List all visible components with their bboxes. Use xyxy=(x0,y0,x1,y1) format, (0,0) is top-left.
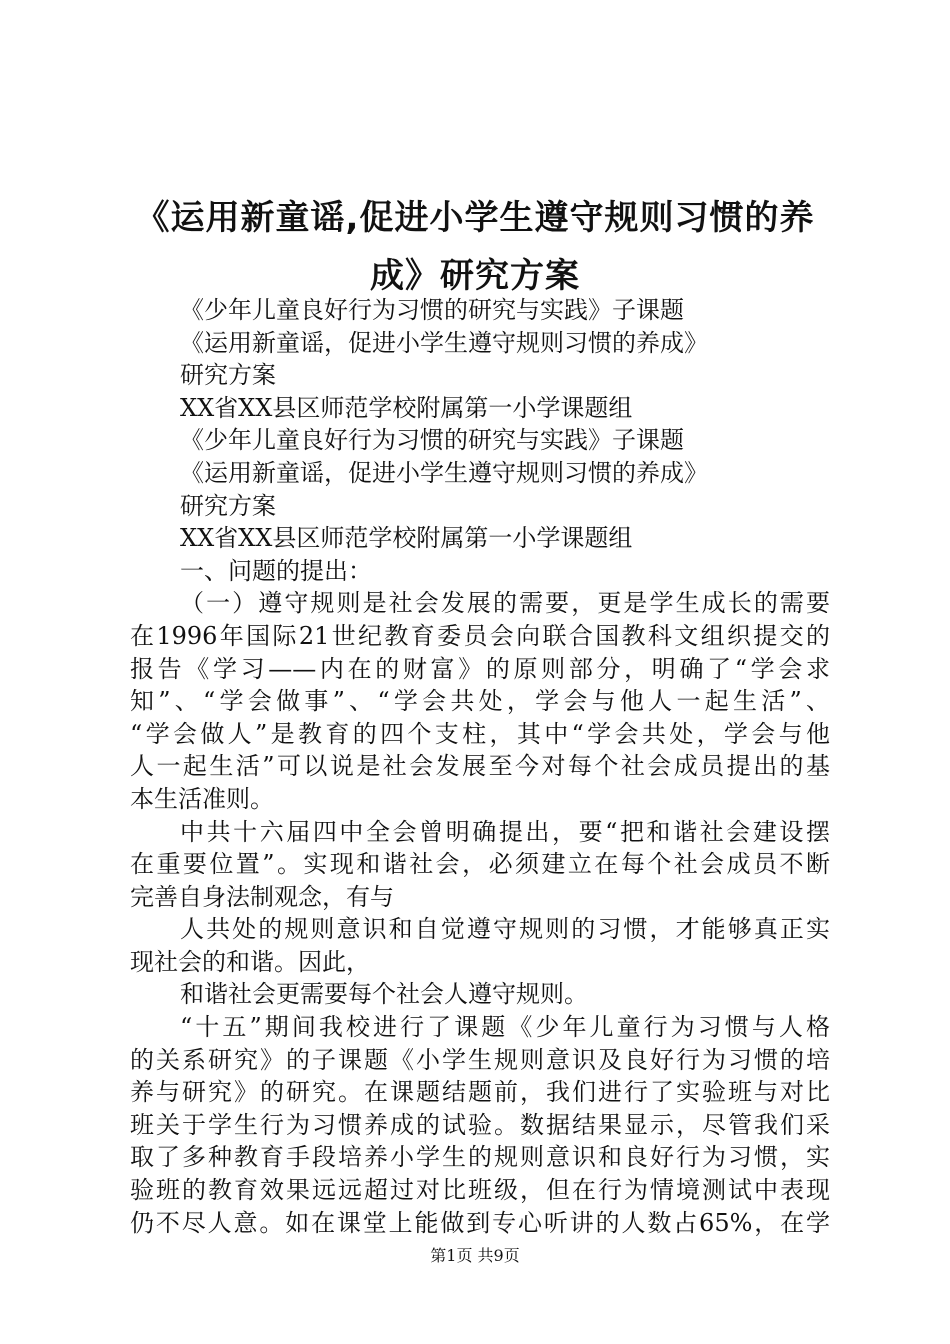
body-text-line: （一）遵守规则是社会发展的需要，更是学生成长的需要 xyxy=(180,589,830,618)
body-text-line: 仍不尽人意。如在课堂上能做到专心听讲的人数占65%，在学 xyxy=(130,1208,830,1237)
body-text-line: 人一起生活”可以说是社会发展至今对每个社会成员提出的基 xyxy=(130,752,830,781)
body-text-line: 本生活准则。 xyxy=(130,784,274,813)
body-text-line: 研究方案 xyxy=(180,491,276,520)
body-text-line: 现社会的和谐。因此， xyxy=(130,947,370,976)
body-text-line: XX省XX县区师范学校附属第一小学课题组 xyxy=(180,524,633,553)
body-text-line: 一、问题的提出： xyxy=(180,556,372,585)
body-text-line: “学会做人”是教育的四个支柱，其中“学会共处，学会与他 xyxy=(130,719,830,748)
document-title-line-2: 成》研究方案 xyxy=(370,256,580,296)
body-text-line: 在重要位置”。实现和谐社会，必须建立在每个社会成员不断 xyxy=(130,850,830,879)
body-text-line: 《运用新童谣，促进小学生遵守规则习惯的养成》 xyxy=(180,328,708,357)
page-footer: 第1页 共9页 xyxy=(430,1246,520,1265)
body-text-line: 的关系研究》的子课题《小学生规则意识及良好行为习惯的培 xyxy=(130,1045,830,1074)
body-text-line: XX省XX县区师范学校附属第一小学课题组 xyxy=(180,393,633,422)
body-text-line: “十五”期间我校进行了课题《少年儿童行为习惯与人格 xyxy=(180,1013,830,1042)
body-text-line: 养与研究》的研究。在课题结题前，我们进行了实验班与对比 xyxy=(130,1078,830,1107)
body-text-line: 知”、“学会做事”、“学会共处，学会与他人一起生活”、 xyxy=(130,687,830,716)
body-text-line: 《少年儿童良好行为习惯的研究与实践》子课题 xyxy=(180,426,684,455)
document-body xyxy=(130,294,830,1239)
body-text-line: 《运用新童谣，促进小学生遵守规则习惯的养成》 xyxy=(180,458,708,487)
body-text-line: 人共处的规则意识和自觉遵守规则的习惯，才能够真正实 xyxy=(180,915,830,944)
body-text-line: 完善自身法制观念，有与 xyxy=(130,882,394,911)
document-title-line-1: 《运用新童谣,促进小学生遵守规则习惯的养 xyxy=(135,198,815,238)
body-text-line: 报告《学习——内在的财富》的原则部分，明确了“学会求 xyxy=(130,654,830,683)
body-text-line: 中共十六届四中全会曾明确提出，要“把和谐社会建设摆 xyxy=(180,817,830,846)
body-text-line: 验班的教育效果远远超过对比班级，但在行为情境测试中表现 xyxy=(130,1176,830,1205)
body-text-line: 取了多种教育手段培养小学生的规则意识和良好行为习惯，实 xyxy=(130,1143,830,1172)
body-text-line: 和谐社会更需要每个社会人遵守规则。 xyxy=(180,980,588,1009)
body-text-line: 研究方案 xyxy=(180,361,276,390)
body-text-line: 在1996年国际21世纪教育委员会向联合国教科文组织提交的 xyxy=(130,621,830,650)
body-text-line: 《少年儿童良好行为习惯的研究与实践》子课题 xyxy=(180,296,684,324)
body-text-line: 班关于学生行为习惯养成的试验。数据结果显示，尽管我们采 xyxy=(130,1110,830,1139)
